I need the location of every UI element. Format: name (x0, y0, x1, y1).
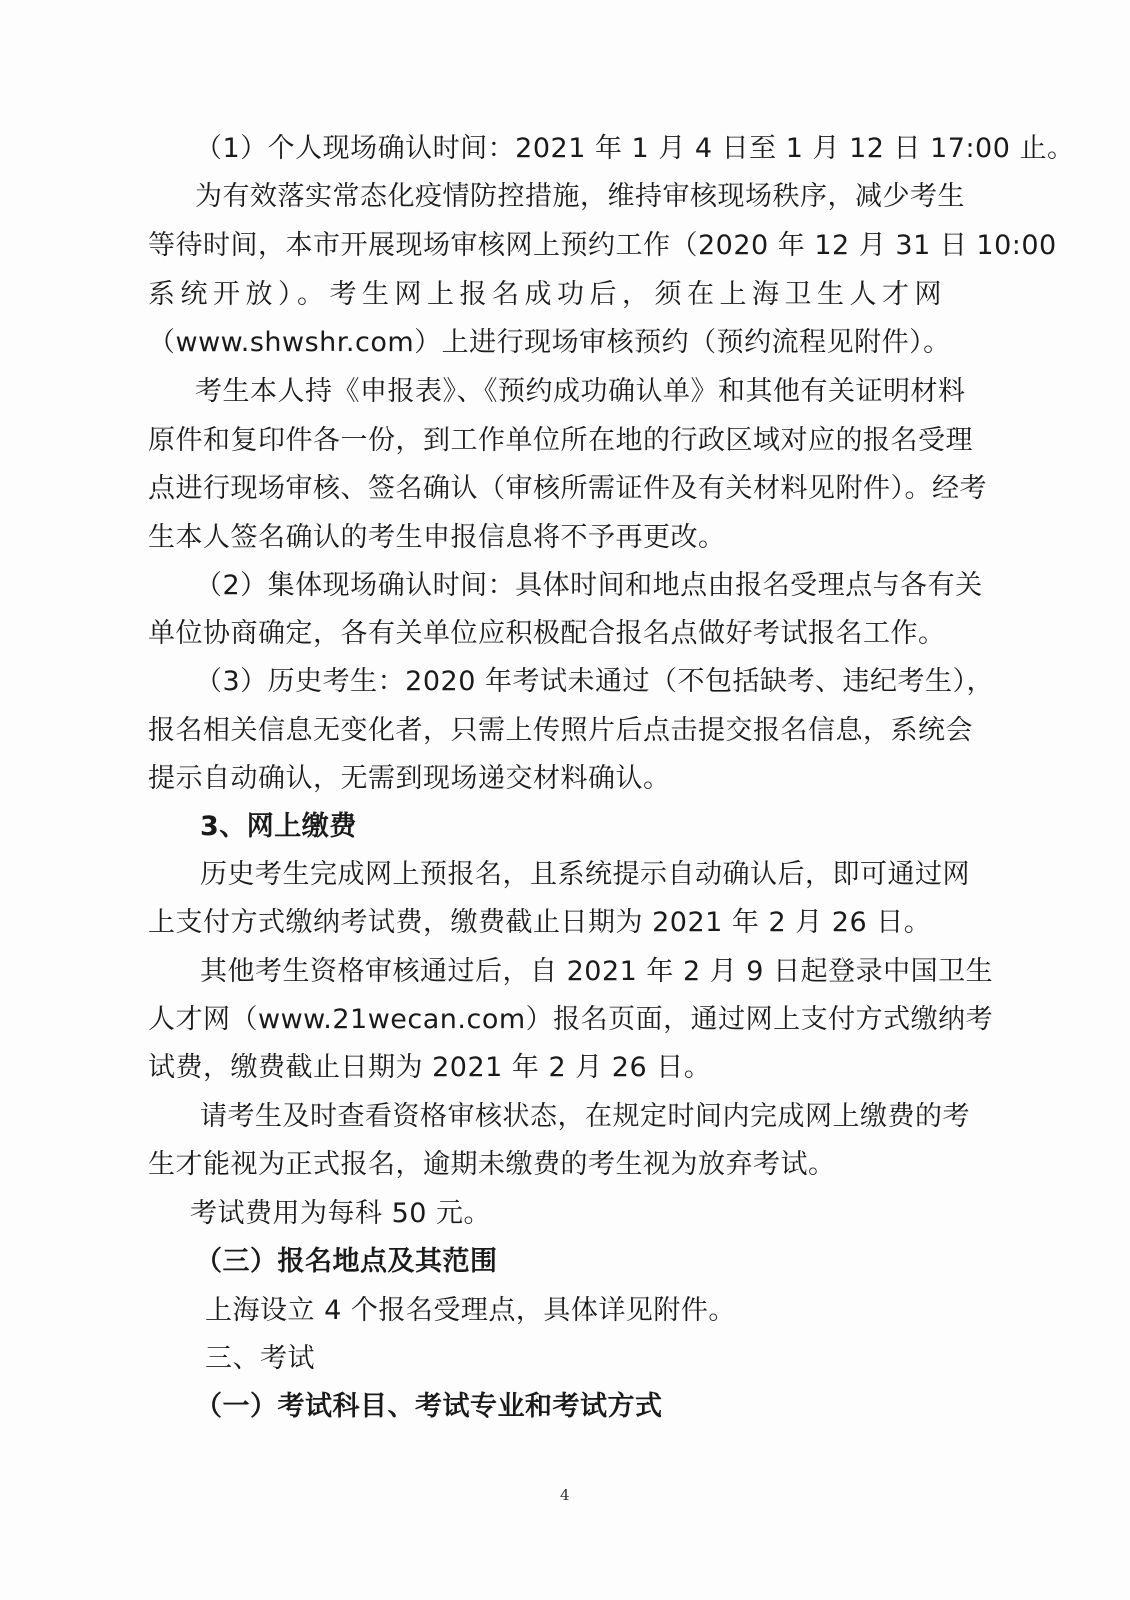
text-line: （www.shwshr.com）上进行现场审核预约（预约流程见附件）。 (148, 327, 951, 358)
text-line: 提示自动确认，无需到现场递交材料确认。 (148, 763, 671, 794)
page-number: 4 (560, 1486, 570, 1504)
text-line: 上支付方式缴纳考试费，缴费截止日期为 2021 年 2 月 26 日。 (148, 907, 932, 938)
section-heading: 三、考试 (205, 1343, 315, 1374)
text-line: （1）个人现场确认时间：2021 年 1 月 4 日至 1 月 12 日 17:00 止。 (195, 133, 1075, 164)
text-line: 生本人签名确认的考生申报信息将不予再更改。 (148, 522, 726, 553)
section-heading: 3、网上缴费 (200, 811, 357, 842)
text-line: 为有效落实常态化疫情防控措施，维持审核现场秩序，减少考生 (195, 181, 965, 212)
section-heading: （一）考试科目、考试专业和考试方式 (195, 1391, 663, 1422)
text-line: （3）历史考生：2020 年考试未通过（不包括缺考、违纪考生）， (195, 666, 994, 697)
text-line: 报名相关信息无变化者，只需上传照片后点击提交报名信息，系统会 (148, 715, 973, 746)
text-line: 考试费用为每科 50 元。 (190, 1198, 492, 1229)
text-line: 系统开放）。考生网上报名成功后，须在上海卫生人才网 (148, 279, 947, 310)
section-heading: （三）报名地点及其范围 (195, 1246, 498, 1277)
text-line: 试费，缴费截止日期为 2021 年 2 月 26 日。 (148, 1052, 712, 1083)
text-line: 请考生及时查看资格审核状态，在规定时间内完成网上缴费的考 (200, 1101, 970, 1132)
text-line: 上海设立 4 个报名受理点，具体详见附件。 (205, 1295, 736, 1326)
text-line: （2）集体现场确认时间：具体时间和地点由报名受理点与各有关 (195, 570, 983, 601)
text-line: 原件和复印件各一份，到工作单位所在地的行政区域对应的报名受理 (148, 425, 973, 456)
text-line: 等待时间，本市开展现场审核网上预约工作（2020 年 12 月 31 日 10:00 (148, 230, 1057, 261)
text-line: 人才网（www.21wecan.com）报名页面，通过网上支付方式缴纳考 (148, 1004, 994, 1035)
text-line: 历史考生完成网上预报名，且系统提示自动确认后，即可通过网 (200, 859, 970, 890)
text-line: 其他考生资格审核通过后，自 2021 年 2 月 9 日起登录中国卫生 (200, 956, 994, 987)
text-line: 考生本人持《申报表》、《预约成功确认单》和其他有关证明材料 (195, 376, 966, 407)
text-line: 单位协商确定，各有关单位应积极配合报名点做好考试报名工作。 (148, 618, 946, 649)
text-line: 点进行现场审核、签名确认（审核所需证件及有关材料见附件）。经考 (148, 473, 987, 504)
text-line: 生才能视为正式报名，逾期未缴费的考生视为放弃考试。 (148, 1149, 836, 1180)
